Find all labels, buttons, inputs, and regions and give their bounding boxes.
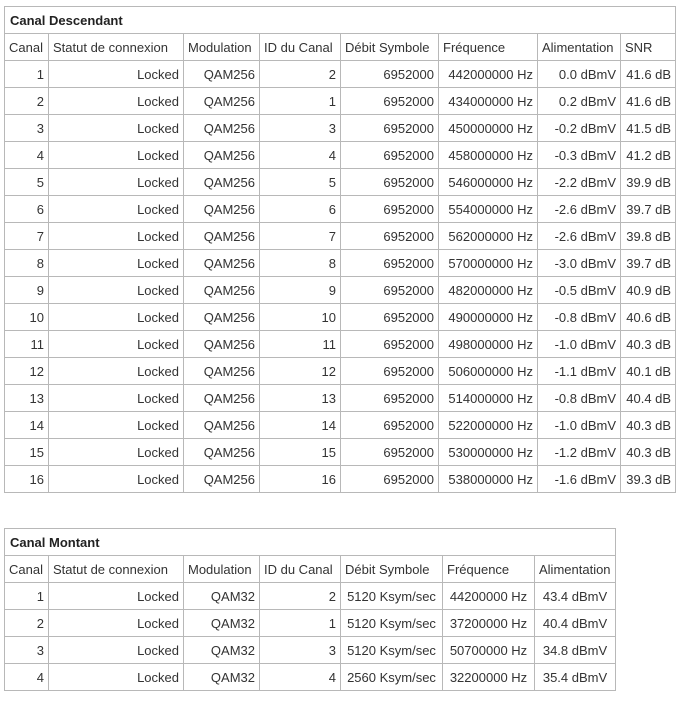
cell-frequence: 37200000 Hz: [443, 610, 535, 637]
cell-id-canal: 1: [260, 610, 341, 637]
cell-debit-symbole: 5120 Ksym/sec: [341, 610, 443, 637]
cell-canal: 15: [5, 439, 49, 466]
cell-canal: 2: [5, 88, 49, 115]
cell-modulation: QAM256: [184, 331, 260, 358]
cell-modulation: QAM256: [184, 223, 260, 250]
cell-modulation: QAM32: [184, 583, 260, 610]
cell-alimentation: 0.2 dBmV: [538, 88, 621, 115]
cell-statut: Locked: [49, 61, 184, 88]
column-header-frequence: Fréquence: [443, 556, 535, 583]
downstream-header-row: [5, 34, 676, 61]
cell-alimentation: 43.4 dBmV: [535, 583, 616, 610]
cell-canal: 14: [5, 412, 49, 439]
cell-id-canal: 9: [260, 277, 341, 304]
cell-debit-symbole: 6952000: [341, 142, 439, 169]
cell-debit-symbole: 2560 Ksym/sec: [341, 664, 443, 691]
column-header-canal: Canal: [5, 556, 49, 583]
cell-alimentation: -0.8 dBmV: [538, 385, 621, 412]
cell-snr: 39.7 dB: [621, 196, 676, 223]
table-row: [5, 88, 676, 115]
table-row: [5, 664, 616, 691]
cell-canal: 7: [5, 223, 49, 250]
table-row: [5, 304, 676, 331]
cell-statut: Locked: [49, 637, 184, 664]
cell-debit-symbole: 6952000: [341, 196, 439, 223]
cell-id-canal: 4: [260, 664, 341, 691]
cell-snr: 40.3 dB: [621, 439, 676, 466]
column-header-debit-symbole: Débit Symbole: [341, 556, 443, 583]
cell-frequence: 546000000 Hz: [439, 169, 538, 196]
cell-statut: Locked: [49, 304, 184, 331]
cell-snr: 40.3 dB: [621, 331, 676, 358]
cell-statut: Locked: [49, 466, 184, 493]
cell-alimentation: -1.2 dBmV: [538, 439, 621, 466]
table-row: [5, 358, 676, 385]
cell-modulation: QAM32: [184, 664, 260, 691]
table-row: [5, 115, 676, 142]
cell-modulation: QAM256: [184, 304, 260, 331]
cell-snr: 41.5 dB: [621, 115, 676, 142]
column-header-statut: Statut de connexion: [49, 556, 184, 583]
cell-canal: 8: [5, 250, 49, 277]
column-header-debit-symbole: Débit Symbole: [341, 34, 439, 61]
cell-debit-symbole: 6952000: [341, 277, 439, 304]
cell-snr: 41.6 dB: [621, 88, 676, 115]
column-header-modulation: Modulation: [184, 556, 260, 583]
cell-id-canal: 14: [260, 412, 341, 439]
cell-frequence: 482000000 Hz: [439, 277, 538, 304]
downstream-table-body: [5, 61, 676, 493]
cell-alimentation: -0.2 dBmV: [538, 115, 621, 142]
cell-id-canal: 2: [260, 583, 341, 610]
cell-id-canal: 7: [260, 223, 341, 250]
cell-alimentation: -1.6 dBmV: [538, 466, 621, 493]
cell-id-canal: 3: [260, 115, 341, 142]
cell-canal: 3: [5, 115, 49, 142]
cell-alimentation: -1.0 dBmV: [538, 412, 621, 439]
cell-snr: 41.6 dB: [621, 61, 676, 88]
column-header-modulation: Modulation: [184, 34, 260, 61]
cell-alimentation: 34.8 dBmV: [535, 637, 616, 664]
cell-snr: 39.9 dB: [621, 169, 676, 196]
cell-frequence: 506000000 Hz: [439, 358, 538, 385]
column-header-id-canal: ID du Canal: [260, 556, 341, 583]
cell-statut: Locked: [49, 358, 184, 385]
cell-statut: Locked: [49, 277, 184, 304]
cell-frequence: 554000000 Hz: [439, 196, 538, 223]
cell-alimentation: -3.0 dBmV: [538, 250, 621, 277]
cell-modulation: QAM32: [184, 610, 260, 637]
cell-id-canal: 4: [260, 142, 341, 169]
cell-alimentation: -0.8 dBmV: [538, 304, 621, 331]
cell-frequence: 44200000 Hz: [443, 583, 535, 610]
upstream-title-row: [5, 529, 616, 556]
cell-alimentation: -1.0 dBmV: [538, 331, 621, 358]
column-header-canal: Canal: [5, 34, 49, 61]
cell-modulation: QAM256: [184, 88, 260, 115]
cell-canal: 4: [5, 142, 49, 169]
cell-modulation: QAM256: [184, 196, 260, 223]
table-row: [5, 61, 676, 88]
cell-id-canal: 3: [260, 637, 341, 664]
cell-canal: 6: [5, 196, 49, 223]
table-row: [5, 385, 676, 412]
cell-frequence: 498000000 Hz: [439, 331, 538, 358]
cell-snr: 39.7 dB: [621, 250, 676, 277]
cell-debit-symbole: 5120 Ksym/sec: [341, 637, 443, 664]
cell-debit-symbole: 6952000: [341, 466, 439, 493]
cell-modulation: QAM32: [184, 637, 260, 664]
cell-snr: 40.9 dB: [621, 277, 676, 304]
cell-alimentation: -2.2 dBmV: [538, 169, 621, 196]
cell-statut: Locked: [49, 385, 184, 412]
table-row: [5, 583, 616, 610]
cell-debit-symbole: 6952000: [341, 304, 439, 331]
table-row: [5, 610, 616, 637]
column-header-frequence: Fréquence: [439, 34, 538, 61]
cell-snr: 40.1 dB: [621, 358, 676, 385]
cell-frequence: 442000000 Hz: [439, 61, 538, 88]
cell-modulation: QAM256: [184, 61, 260, 88]
cell-alimentation: -0.3 dBmV: [538, 142, 621, 169]
cell-canal: 9: [5, 277, 49, 304]
table-row: [5, 250, 676, 277]
cell-id-canal: 15: [260, 439, 341, 466]
cell-id-canal: 12: [260, 358, 341, 385]
cell-modulation: QAM256: [184, 412, 260, 439]
cell-canal: 1: [5, 61, 49, 88]
cell-frequence: 570000000 Hz: [439, 250, 538, 277]
upstream-title: Canal Montant: [5, 529, 616, 556]
cell-debit-symbole: 6952000: [341, 88, 439, 115]
cell-modulation: QAM256: [184, 466, 260, 493]
cell-statut: Locked: [49, 223, 184, 250]
table-row: [5, 466, 676, 493]
cell-statut: Locked: [49, 412, 184, 439]
table-row: [5, 277, 676, 304]
cell-canal: 3: [5, 637, 49, 664]
table-row: [5, 439, 676, 466]
cell-canal: 5: [5, 169, 49, 196]
cell-alimentation: 40.4 dBmV: [535, 610, 616, 637]
cell-frequence: 522000000 Hz: [439, 412, 538, 439]
cell-id-canal: 10: [260, 304, 341, 331]
cell-statut: Locked: [49, 88, 184, 115]
cell-canal: 11: [5, 331, 49, 358]
cell-canal: 1: [5, 583, 49, 610]
cell-alimentation: -2.6 dBmV: [538, 196, 621, 223]
table-row: [5, 637, 616, 664]
cell-snr: 40.3 dB: [621, 412, 676, 439]
upstream-header-row: [5, 556, 616, 583]
cell-debit-symbole: 6952000: [341, 61, 439, 88]
cell-canal: 4: [5, 664, 49, 691]
cell-statut: Locked: [49, 250, 184, 277]
table-row: [5, 331, 676, 358]
cell-alimentation: 35.4 dBmV: [535, 664, 616, 691]
cell-modulation: QAM256: [184, 277, 260, 304]
cell-modulation: QAM256: [184, 115, 260, 142]
table-row: [5, 223, 676, 250]
cell-modulation: QAM256: [184, 142, 260, 169]
column-header-statut: Statut de connexion: [49, 34, 184, 61]
cell-snr: 40.6 dB: [621, 304, 676, 331]
cell-debit-symbole: 6952000: [341, 223, 439, 250]
cell-debit-symbole: 5120 Ksym/sec: [341, 583, 443, 610]
cell-canal: 10: [5, 304, 49, 331]
cell-debit-symbole: 6952000: [341, 169, 439, 196]
downstream-title: Canal Descendant: [5, 7, 676, 34]
cell-alimentation: 0.0 dBmV: [538, 61, 621, 88]
cell-frequence: 32200000 Hz: [443, 664, 535, 691]
column-header-snr: SNR: [621, 34, 676, 61]
cell-frequence: 490000000 Hz: [439, 304, 538, 331]
cell-statut: Locked: [49, 610, 184, 637]
cell-modulation: QAM256: [184, 385, 260, 412]
cell-modulation: QAM256: [184, 439, 260, 466]
table-row: [5, 142, 676, 169]
cell-snr: 39.8 dB: [621, 223, 676, 250]
downstream-table: [4, 6, 676, 493]
cell-modulation: QAM256: [184, 358, 260, 385]
table-row: [5, 196, 676, 223]
upstream-table: [4, 528, 616, 691]
cell-frequence: 530000000 Hz: [439, 439, 538, 466]
cell-statut: Locked: [49, 169, 184, 196]
cell-canal: 13: [5, 385, 49, 412]
cell-alimentation: -1.1 dBmV: [538, 358, 621, 385]
cell-snr: 41.2 dB: [621, 142, 676, 169]
cell-id-canal: 6: [260, 196, 341, 223]
upstream-table-body: [5, 583, 616, 691]
cell-debit-symbole: 6952000: [341, 331, 439, 358]
cell-statut: Locked: [49, 115, 184, 142]
cell-debit-symbole: 6952000: [341, 358, 439, 385]
cell-debit-symbole: 6952000: [341, 439, 439, 466]
column-header-id-canal: ID du Canal: [260, 34, 341, 61]
cell-debit-symbole: 6952000: [341, 385, 439, 412]
cell-statut: Locked: [49, 196, 184, 223]
cell-frequence: 450000000 Hz: [439, 115, 538, 142]
cell-id-canal: 1: [260, 88, 341, 115]
cell-debit-symbole: 6952000: [341, 115, 439, 142]
downstream-title-row: [5, 7, 676, 34]
cell-statut: Locked: [49, 583, 184, 610]
cell-statut: Locked: [49, 439, 184, 466]
cell-id-canal: 2: [260, 61, 341, 88]
cell-id-canal: 13: [260, 385, 341, 412]
cell-snr: 39.3 dB: [621, 466, 676, 493]
cell-frequence: 514000000 Hz: [439, 385, 538, 412]
cell-debit-symbole: 6952000: [341, 412, 439, 439]
cell-canal: 16: [5, 466, 49, 493]
cell-snr: 40.4 dB: [621, 385, 676, 412]
cell-id-canal: 16: [260, 466, 341, 493]
column-header-alimentation: Alimentation: [538, 34, 621, 61]
cell-id-canal: 5: [260, 169, 341, 196]
table-row: [5, 169, 676, 196]
cell-debit-symbole: 6952000: [341, 250, 439, 277]
cell-frequence: 434000000 Hz: [439, 88, 538, 115]
cell-modulation: QAM256: [184, 169, 260, 196]
cell-statut: Locked: [49, 331, 184, 358]
cell-modulation: QAM256: [184, 250, 260, 277]
cell-frequence: 50700000 Hz: [443, 637, 535, 664]
cell-id-canal: 11: [260, 331, 341, 358]
cell-statut: Locked: [49, 664, 184, 691]
cell-id-canal: 8: [260, 250, 341, 277]
cell-alimentation: -2.6 dBmV: [538, 223, 621, 250]
cell-alimentation: -0.5 dBmV: [538, 277, 621, 304]
cell-frequence: 458000000 Hz: [439, 142, 538, 169]
cell-canal: 12: [5, 358, 49, 385]
table-row: [5, 412, 676, 439]
column-header-alimentation: Alimentation: [535, 556, 616, 583]
cell-frequence: 562000000 Hz: [439, 223, 538, 250]
cell-statut: Locked: [49, 142, 184, 169]
cell-canal: 2: [5, 610, 49, 637]
cell-frequence: 538000000 Hz: [439, 466, 538, 493]
